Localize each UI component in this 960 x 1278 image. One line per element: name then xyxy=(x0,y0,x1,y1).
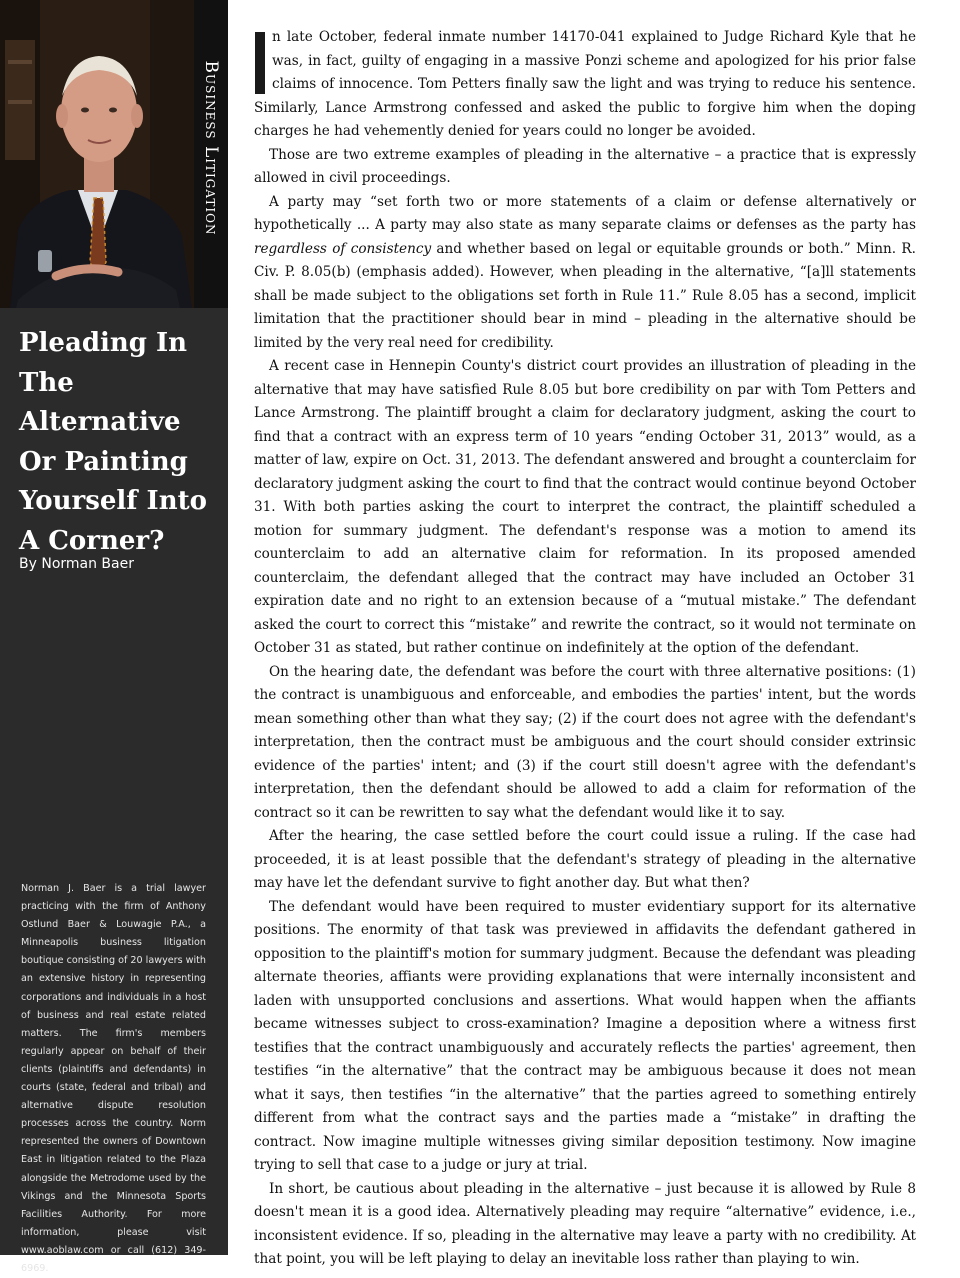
article-paragraph-2: Those are two extreme examples of pleading in the alternative – a practice that is expressly allowed in civil proceedings. xyxy=(254,146,916,186)
article-paragraph-4: A recent case in Hennepin County's district court provides an illustration of pleading in the alternative that may have satisfied Rule 8.05 but bore credibility on par with Tom Petters and Lance Armstrong. The plaintiff brought a claim for declaratory judgment, asking the court to find that a contract with an express term of 10 years “ending October 31, 2013” would, as a matter of law, expire on Oct. 31, 2013. The defendant answered and brought a counterclaim for declaratory judgment asking the court to find that the contract would continue beyond October 31. With both parties asking the court to interpret the contract, the plaintiff scheduled a motion for summary judgment. The defendant's response was a motion to amend its counterclaim to add an alternative claim for reformation. In its proposed amended counterclaim, the defendant alleged that the contract may have included an October 31 expiration date and no right to an extension because of a “mutual mistake.” The defendant asked the court to correct this “mistake” and rewrite the contract, so it would not terminate on October 31 as stated, but rather continue on indefinitely at the option of the defendant. xyxy=(254,358,916,656)
drop-cap xyxy=(255,32,265,94)
sidebar xyxy=(0,0,228,1274)
article-paragraph-8: In short, be cautious about pleading in the alternative – just because it is allowed by Rule 8 doesn't mean it is a good idea. Alternatively pleading may require “alternative” evidence, i.e., inconsistent evidence. If so, pleading in the alternative may leave a party with no credibility. At that point, you will be left playing to delay an inevitable loss rather than playing to win. xyxy=(254,1180,916,1267)
section-label: Business Litigation xyxy=(201,60,221,236)
author-portrait-image xyxy=(0,0,194,308)
author-bio: Norman J. Baer is a trial lawyer practicing with the firm of Anthony Ostlund Baer & Louwagie P.A., a Minneapolis business litigation boutique consisting of 20 lawyers with an extensive history in representing corporations and individuals in a host of business and real estate related matters. The firm's members regularly appear on behalf of their clients (plaintiffs and defendants) in courts (state, federal and tribal) and alternative dispute resolution processes across the country. Norm represented the owners of Downtown East in litigation related to the Plaza alongside the Metrodome used by the Vikings and the Minnesota Sports Facilities Authority. For more information, please visit www.aoblaw.com or call (612) 349-6969. xyxy=(21,883,206,1274)
article-paragraph-6: After the hearing, the case settled before the court could issue a ruling. If the case had proceeded, it is at least possible that the defendant's strategy of pleading in the alternative may have let the defendant survive to fight another day. But what then? xyxy=(254,828,916,891)
article-paragraph-3: A party may “set forth two or more statements of a claim or defense alternatively or hypothetically ... A party may also state as many separate claims or defenses as the party has regardless of consistency and whether based on legal or equitable grounds or both.” Minn. R. Civ. P. 8.05(b) (emphasis added). However, when pleading in the alternative, “[a]ll statements shall be made subject to the obligations set forth in Rule 11.” Rule 8.05 has a second, implicit limitation that the practitioner should bear in mind – pleading in the alternative should be limited by the very real need for credibility. xyxy=(254,193,916,351)
emphasis-text: regardless of consistency xyxy=(254,240,432,257)
article-headline: Pleading In The Alternative Or Painting Yourself Into A Corner? xyxy=(19,328,207,556)
article-paragraph-5: On the hearing date, the defendant was before the court with three alternative positions: (1) the contract is unambiguous and enforceable, and embodies the parties' intent, but the words mean something other than what they say; (2) if the court does not agree with the defendant's interpretation, then the contract must be ambiguous and the court should consider extrinsic evidence of the parties' intent; and (3) if the court still doesn't agree with the defendant's interpretation, then the defendant should be allowed to add a claim for reformation of the contract so it can be rewritten to say what the defendant would like it to say. xyxy=(254,663,916,821)
article-paragraph-1: n late October, federal inmate number 14170-041 explained to Judge Richard Kyle that he was, in fact, guilty of engaging in a massive Ponzi scheme and apologized for his prior false claims of innocence. Tom Petters finally saw the light and was trying to reduce his sentence. Similarly, Lance Armstrong confessed and asked the public to forgive him when the doping charges he had vehemently denied for years could no longer be avoided. xyxy=(254,29,916,139)
section-label-tab xyxy=(194,0,228,308)
article-body xyxy=(254,26,916,1272)
author-photo xyxy=(0,0,194,308)
article-paragraph-7: The defendant would have been required to muster evidentiary support for its alternative positions. The enormity of that task was previewed in affidavits the defendant gathered in opposition to the plaintiff's motion for summary judgment. Because the defendant was pleading alternate theories, affiants were providing explanations that were internally inconsistent and laden with unsupported conclusions and assertions. What would happen when the affiants became witnesses subject to cross-examination? Imagine a deposition where a witness first testifies that the contract unambiguously and accurately reflects the parties' agreement, then testifies “in the alternative” that the contract may be ambiguous because it does not mean what it says, then testifies “in the alternative” that the parties agreed to something entirely different from what the contract says and the parties made a “mistake” in drafting the contract. Now imagine multiple witnesses giving similar deposition testimony. Now imagine trying to sell that case to a judge or jury at trial. xyxy=(254,898,916,1173)
author-byline: By Norman Baer xyxy=(19,556,134,572)
